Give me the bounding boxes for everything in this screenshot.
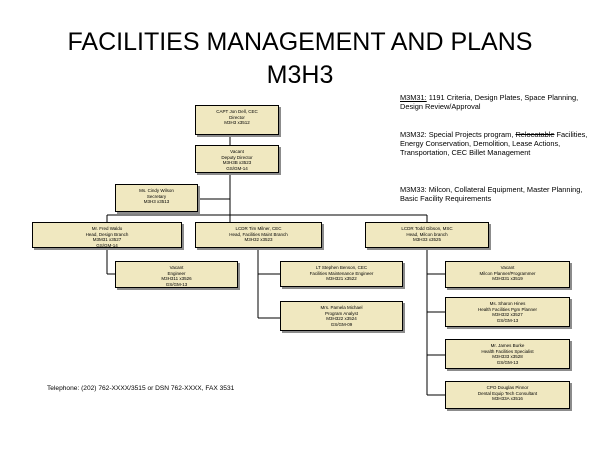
note-m3m32-text-a: Special Projects program, [426, 130, 516, 139]
deputy-grade: GS/GM-14 [226, 165, 248, 171]
deputy-title: Deputy Director [221, 154, 253, 160]
maint-code: M3H32 x3523 [244, 237, 273, 243]
fme-title: Facilities Maintenance Engineer [309, 270, 374, 276]
analyst-box [280, 301, 403, 331]
note-m3m31 [400, 93, 595, 111]
analyst-title: Program Analyst [324, 310, 358, 316]
hfpp-code: M3H332 x3527 [492, 312, 523, 318]
deputy-box [195, 145, 279, 173]
note-m3m32-strike: Relocatable [515, 130, 555, 139]
fme-box [280, 261, 403, 287]
analyst-name: Mrs. Pamela Michael [320, 305, 363, 310]
maint-name: LCDR Tim Milner, CEC [235, 226, 282, 231]
deputy-code: M3H3B x3523 [222, 160, 252, 166]
fme-name: LT Stephen Benson, CEC [315, 265, 368, 270]
milcon-title: Head, Milcon branch [406, 231, 448, 237]
director-code: M3H3 x3512 [224, 120, 250, 126]
note-m3m31-code: M3M31: [400, 93, 427, 102]
note-m3m32 [400, 130, 595, 158]
design-title: Head, Design Branch [85, 231, 129, 237]
director-name: CAPT Jon Dell, CEC [216, 109, 258, 114]
mpp-code: M3H331 x3519 [492, 276, 523, 282]
engineer-grade: GS/GM-13 [165, 281, 188, 287]
milcon-code: M3H33 x3525 [412, 237, 442, 243]
hfpp-grade: GS/GM-13 [496, 317, 519, 323]
fme-code: M3H321 x3522 [326, 276, 357, 282]
note-m3m33-code: M3M33: [400, 185, 427, 194]
title-line-2: M3H3 [266, 61, 334, 89]
hfs-code: M3H333 x3528 [492, 354, 523, 360]
design-code: M3M31 x3527 [92, 237, 122, 243]
note-m3m32-code: M3M32: [400, 130, 427, 139]
deputy-name: Vacant [230, 149, 244, 154]
design-name: Mr. Fred Waldo [91, 226, 123, 231]
director-title: Director [229, 114, 245, 120]
secretary-title: Secretary [146, 193, 167, 199]
dental-box [445, 381, 570, 409]
hfpp-name: Ms. Sharon Hines [489, 301, 526, 306]
hfs-title: Health Facilities Specialist [481, 348, 534, 354]
engineer-code: M3H311 x3526 [161, 276, 192, 282]
mpp-title: Milcon Planner/Programmer [479, 270, 536, 276]
maint-title: Head, Facilities Maint Branch [229, 231, 288, 237]
design-branch-box [32, 222, 182, 248]
hfs-box [445, 339, 570, 369]
engineer-title: Engineer [167, 270, 186, 276]
director-box [195, 105, 279, 135]
maint-branch-box [195, 222, 322, 248]
hfs-grade: GS/GM-13 [496, 359, 519, 365]
mpp-box [445, 261, 570, 288]
mpp-name: Vacant [500, 265, 515, 270]
milcon-branch-box [365, 222, 489, 248]
dental-name: CPO Douglas Pinnor [486, 385, 529, 390]
milcon-name: LCDR Todd Gibson, MSC [401, 226, 453, 231]
design-grade: GS/GM-14 [96, 242, 118, 248]
hfs-name: Mr. James Burke [490, 343, 525, 348]
secretary-box [115, 184, 198, 212]
title-line-1: FACILITIES MANAGEMENT AND PLANS [67, 28, 533, 56]
note-m3m31-text: 1191 Criteria, Design Plates, Space Planning, Design Review/Approval [400, 93, 579, 112]
dental-code: M3H33A x3516 [492, 396, 523, 402]
hfpp-title: Health Facilities Pgm Planner [477, 306, 538, 312]
engineer-name: Vacant [169, 265, 184, 270]
telephone-line: Telephone: (202) 762-XXXX/3515 or DSN 762-XXXX, FAX 3531 [47, 385, 235, 392]
dental-title: Dental Equip Tech Consultant [477, 390, 538, 396]
hfpp-box [445, 297, 570, 327]
note-m3m33 [400, 185, 595, 203]
analyst-grade: GS/GM-09 [330, 321, 353, 327]
note-m3m32-text-b: Facilities, Energy Conservation, Demolition, Lease Actions, Transportation, CEC Billet Management [400, 130, 588, 158]
analyst-code: M3H322 x3524 [326, 316, 357, 322]
secretary-name: Ms. Cindy Wilson [139, 188, 174, 193]
secretary-code: M3H3 x3513 [143, 199, 170, 205]
engineer-box [115, 261, 238, 288]
note-m3m33-text: Milcon, Collateral Equipment, Master Planning, Basic Facility Requirements [400, 185, 583, 204]
